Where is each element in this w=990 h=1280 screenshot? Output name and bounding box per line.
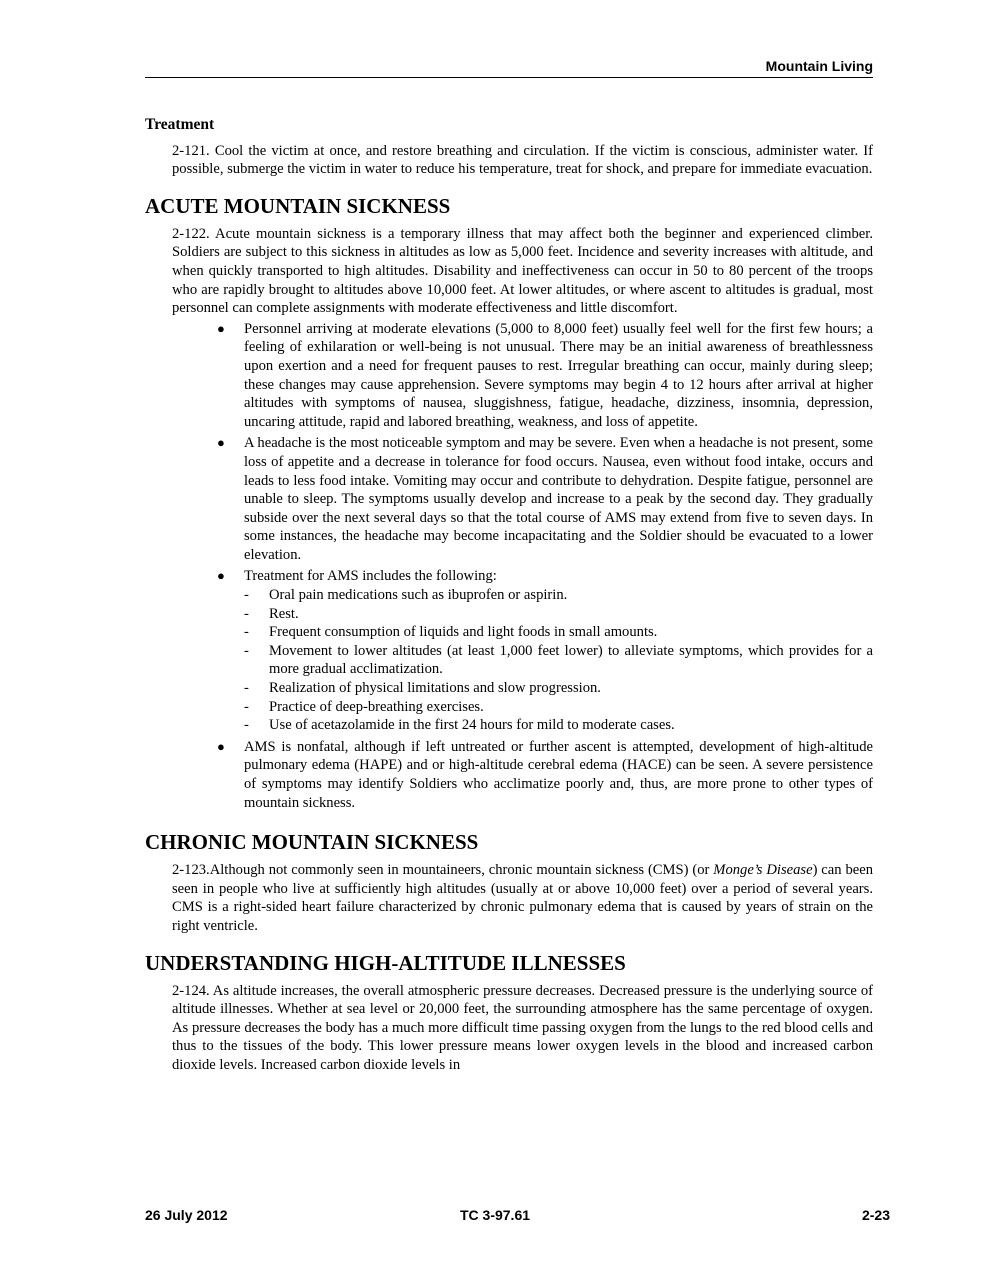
paragraph-2-124: 2-124. As altitude increases, the overall atmospheric pressure decreases. Decreased pressure is the underlying source of altitude illnesses. Whether at sea level or 20,000 feet, the surrounding atmosphere has the same percentage of oxygen. As pressure decreases the body has a much more difficult time passing oxygen from the lungs to the red blood cells and thus to the tissues of the body. This lower pressure means lower oxygen levels in the blood and increased carbon dioxide levels. Increased carbon dioxide levels in [172,982,873,1073]
page-body [145,116,873,1075]
ams-bullet-list [145,320,873,812]
cms-text-part1: 2-123.Although not commonly seen in mountaineers, chronic mountain sickness (CMS) (or [172,862,714,879]
dash-icon: - [244,624,249,641]
bullet-item [217,320,873,432]
bullet-item [217,567,873,734]
bullet-icon: ● [217,568,225,584]
section-heading-cms: CHRONIC MOUNTAIN SICKNESS [145,830,479,855]
paragraph-2-121: 2-121. Cool the victim at once, and restore breathing and circulation. If the victim is conscious, administer water. If possible, submerge the victim in water to reduce his temperature, treat for shock, and prepare for immediate evacuation. [172,142,873,178]
treatment-heading: Treatment [145,116,215,133]
bullet-text: A headache is the most noticeable symptom and may be severe. Even when a headache is not present, some loss of appetite and a decrease in tolerance for food occurs. Nausea, even without food intake, occurs and leads to less food intake. Vomiting may occur and contribute to dehydration. Despite fatigue, personnel are unable to sleep. The symptoms usually develop and increase to a peak by the second day. They gradually subside over the next several days so that the total course of AMS may extend from five to seven days. In some instances, the headache may become incapacitating and the Soldier should be evacuated to a lower elevation. [244,435,873,563]
dash-icon: - [244,698,249,715]
dash-icon: - [244,605,249,622]
sublist-item [244,679,873,698]
sublist-item [244,605,873,624]
sublist-item [244,642,873,679]
bullet-icon: ● [217,435,225,451]
cms-text-part2: ) can been seen in people who live at sufficiently high altitudes (usually at or above 10,000 feet) over a period of several years. CMS is a right-sided heart failure characterized by chronic pulmonary edema that is caused by years of strain on the right ventricle. [172,862,873,934]
bullet-item [217,738,873,812]
treatment-sublist [244,586,873,735]
footer-date: 26 July 2012 [145,1207,228,1223]
sublist-text: Frequent consumption of liquids and light foods in small amounts. [269,624,658,641]
sublist-item [244,698,873,717]
spacer [145,815,873,829]
sublist-item [244,716,873,735]
footer-page-number: 2-23 [861,1207,890,1223]
paragraph-2-122: 2-122. Acute mountain sickness is a temporary illness that may affect both the beginner and experienced climber. Soldiers are subject to this sickness in altitudes as low as 5,000 feet. Incidence and severity increases with altitude, and when quickly transported to high altitudes. Disability and ineffectiveness can occur in 50 to 80 percent of the troops who are rapidly brought to altitudes above 10,000 feet. At lower altitudes, or where ascent to altitudes is gradual, most personnel can complete assignments with moderate effectiveness and little discomfort. [172,225,873,317]
running-header: Mountain Living [145,58,873,78]
sublist-text: Oral pain medications such as ibuprofen or aspirin. [269,587,568,604]
sublist-text: Realization of physical limitations and slow progression. [269,680,601,697]
dash-icon: - [244,642,249,659]
spacer [145,936,873,950]
sublist-item [244,623,873,642]
sublist-text: Rest. [269,605,299,622]
dash-icon: - [244,717,249,734]
sublist-text: Movement to lower altitudes (at least 1,000 feet lower) to alleviate symptoms, which provides for a more gradual acclimatization. [269,642,873,678]
bullet-text: Personnel arriving at moderate elevations (5,000 to 8,000 feet) usually feel well for the first few hours; a feeling of exhilaration or well-being is not unusual. There may be an initial awareness of breathlessness upon exertion and a need for frequent pauses to rest. Irregular breathing can occur, mainly during sleep; these changes may cause apprehension. Severe symptoms may begin 4 to 12 hours after arrival at higher altitudes with symptoms of nausea, sluggishness, fatigue, headache, dizziness, insomnia, depression, uncaring attitude, rapid and labored breathing, weakness, and loss of appetite. [244,320,873,430]
sublist-item [244,586,873,605]
bullet-item [217,434,873,564]
section-heading-ams: ACUTE MOUNTAIN SICKNESS [145,193,451,218]
bullet-icon: ● [217,320,225,336]
spacer [145,179,873,193]
dash-icon: - [244,680,249,697]
sublist-text: Use of acetazolamide in the first 24 hours for mild to moderate cases. [269,717,675,734]
section-heading-hai: UNDERSTANDING HIGH-ALTITUDE ILLNESSES [145,950,626,975]
paragraph-2-123 [172,861,873,935]
bullet-text: Treatment for AMS includes the following: [244,568,497,585]
bullet-text: AMS is nonfatal, although if left untreated or further ascent is attempted, development of high-altitude pulmonary edema (HAPE) and or high-altitude cerebral edema (HACE) can be seen. A severe persistence of symptoms may identify Soldiers who acclimatize poorly and, thus, are more prone to other types of mountain sickness. [244,738,873,811]
bullet-icon: ● [217,738,225,754]
sublist-text: Practice of deep-breathing exercises. [269,698,484,715]
cms-italic-term: Monge’s Disease [713,862,813,879]
dash-icon: - [244,587,249,604]
footer-publication-text: TC 3-97.61 [459,1207,531,1223]
